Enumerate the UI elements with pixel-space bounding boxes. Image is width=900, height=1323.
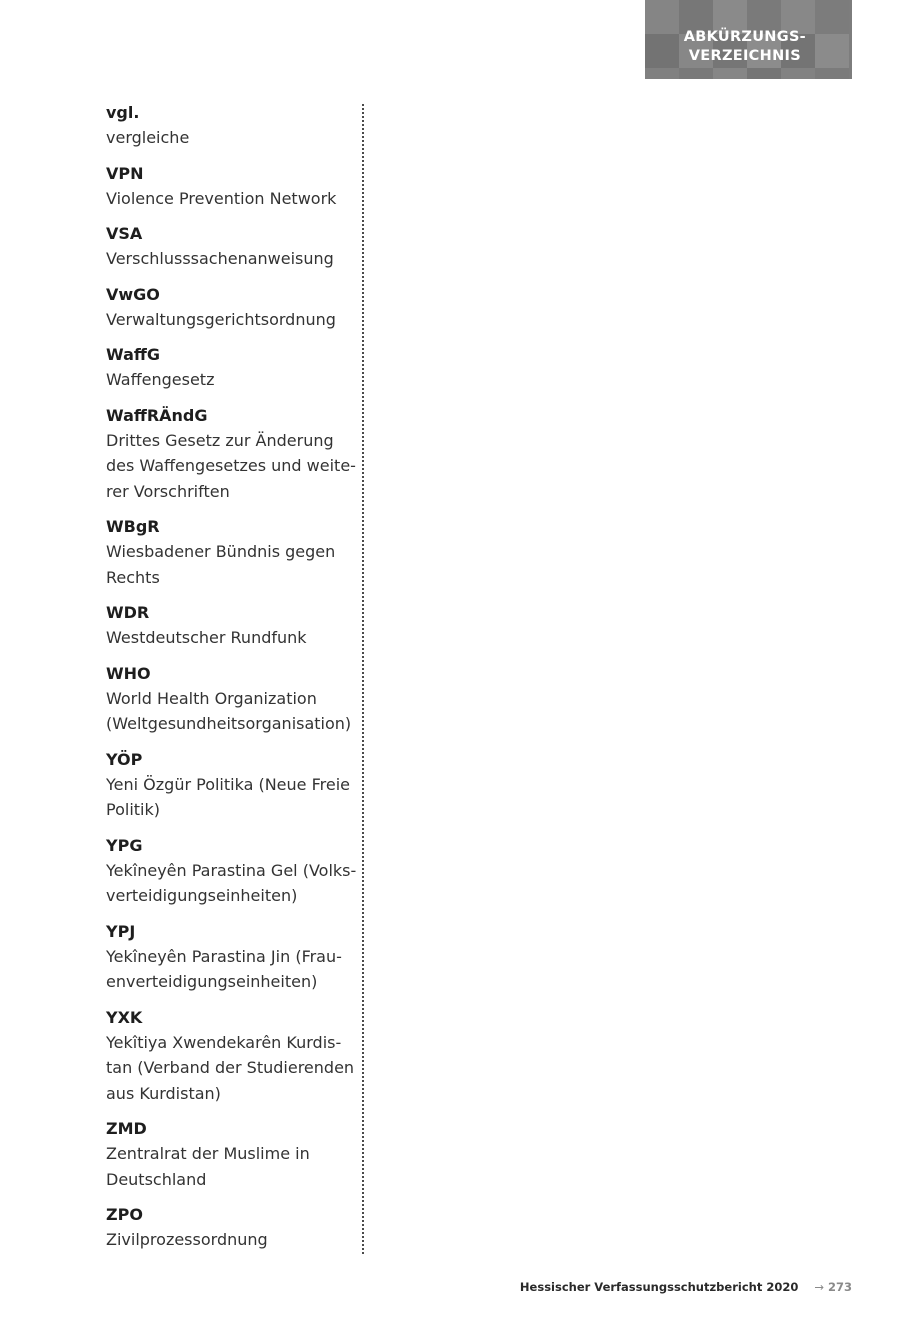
abbreviation-definition	[106, 625, 356, 651]
abbreviation-entry	[106, 600, 356, 651]
abbreviation-entry	[106, 1005, 356, 1107]
definition-line: Yekîneyên Parastina Gel (Volks-	[106, 860, 357, 880]
abbreviation-term: WHO	[106, 663, 151, 683]
definition-line: tan (Verband der Studierenden	[106, 1058, 355, 1077]
chapter-title-line-2: VERZEICHNIS	[688, 48, 801, 64]
abbreviation-entry	[106, 100, 356, 151]
definition-line: Violence Prevention Network	[106, 188, 337, 208]
abbreviation-term: YXK	[106, 1007, 143, 1027]
column-divider	[362, 104, 364, 1254]
definition-line: Verschlusssachenanweisung	[106, 249, 334, 268]
definition-line: Waffengesetz	[106, 370, 215, 389]
definition-line: Deutschland	[106, 1169, 207, 1189]
definition-line: (Weltgesundheitsorganisation)	[106, 714, 352, 733]
abbreviation-entry	[106, 1116, 356, 1192]
abbreviation-term: vgl.	[106, 103, 140, 122]
definition-line: World Health Organization	[106, 688, 317, 708]
abbreviation-term: YPJ	[106, 921, 136, 941]
abbreviation-definition	[106, 125, 356, 151]
arrow-right-icon: →	[814, 1280, 824, 1294]
abbreviation-term: YPG	[106, 835, 143, 855]
abbreviation-list	[106, 100, 356, 1263]
abbreviation-entry	[106, 161, 356, 212]
page-footer	[520, 1280, 852, 1294]
definition-line: Politik)	[106, 800, 160, 819]
page-number: 273	[827, 1280, 852, 1294]
abbreviation-term: VPN	[106, 163, 144, 183]
abbreviation-term: VSA	[106, 224, 143, 243]
chapter-tab	[645, 0, 852, 79]
definition-line: rer Vorschriften	[106, 481, 230, 501]
abbreviation-definition	[106, 428, 356, 505]
definition-line: Verwaltungsgerichtsordnung	[106, 309, 336, 329]
abbreviation-entry	[106, 342, 356, 393]
abbreviation-entry	[106, 1202, 356, 1253]
definition-line: Drittes Gesetz zur Änderung	[106, 430, 334, 450]
abbreviation-definition	[106, 186, 356, 212]
abbreviation-definition	[106, 539, 356, 590]
definition-line: Yeni Özgür Politika (Neue Freie	[106, 774, 350, 794]
abbreviation-definition	[106, 1141, 356, 1192]
definition-line: Westdeutscher Rundfunk	[106, 628, 307, 647]
abbreviation-definition	[106, 686, 356, 737]
chapter-title	[684, 28, 806, 66]
abbreviation-definition	[106, 858, 356, 909]
abbreviation-definition	[106, 944, 356, 995]
abbreviation-term: WaffRÄndG	[106, 405, 208, 425]
abbreviation-definition	[106, 367, 356, 393]
abbreviation-entry	[106, 661, 356, 737]
abbreviation-entry	[106, 833, 356, 909]
abbreviation-term: YÖP	[106, 749, 143, 769]
abbreviation-term: WDR	[106, 603, 150, 622]
publication-title: Hessischer Verfassungsschutzbericht 2020	[519, 1280, 799, 1294]
definition-line: Yekîtiya Xwendekarên Kurdis-	[106, 1032, 342, 1052]
definition-line: vergleiche	[106, 128, 190, 147]
definition-line: enverteidigungseinheiten)	[106, 972, 318, 991]
definition-line: Rechts	[106, 567, 160, 587]
abbreviation-entry	[106, 514, 356, 590]
definition-line: Yekîneyên Parastina Jin (Frau-	[106, 946, 342, 966]
abbreviation-definition	[106, 1227, 356, 1253]
abbreviation-term: ZMD	[106, 1119, 147, 1138]
abbreviation-entry	[106, 919, 356, 995]
chapter-title-line-1: ABKÜRZUNGS-	[683, 29, 806, 45]
abbreviation-term: ZPO	[106, 1205, 143, 1224]
abbreviation-definition	[106, 246, 356, 272]
abbreviation-entry	[106, 747, 356, 823]
abbreviation-term: VwGO	[106, 284, 160, 304]
abbreviation-entry	[106, 282, 356, 333]
abbreviation-definition	[106, 1030, 356, 1107]
definition-line: Zivilprozessordnung	[106, 1230, 268, 1249]
definition-line: aus Kurdistan)	[106, 1083, 221, 1103]
abbreviation-definition	[106, 307, 356, 333]
definition-line: Zentralrat der Muslime in	[106, 1144, 310, 1163]
definition-line: Wiesbadener Bündnis gegen	[106, 542, 336, 561]
abbreviation-entry	[106, 403, 356, 505]
abbreviation-term: WaffG	[106, 345, 160, 364]
abbreviation-term: WBgR	[106, 517, 160, 536]
definition-line: des Waffengesetzes und weite-	[106, 456, 356, 475]
abbreviation-definition	[106, 772, 356, 823]
abbreviation-entry	[106, 221, 356, 272]
definition-line: verteidigungseinheiten)	[106, 886, 298, 905]
